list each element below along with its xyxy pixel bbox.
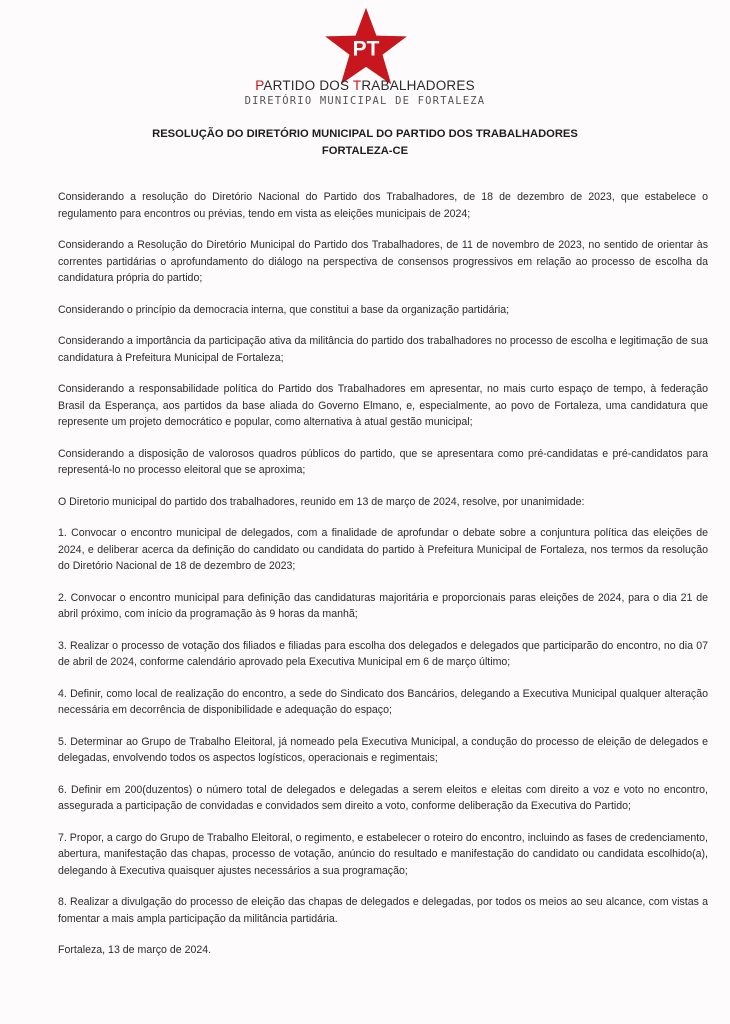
resolution-item: 1. Convocar o encontro municipal de delegados, com a finalidade de aprofundar o debate sobre a conjuntura política das eleições de 2024, e deliberar acerca da definição do candidato ou candidata do partido à Prefeitura Municipal de Fortaleza, nos termos da resolução do Diretório Nacional de 18 de dezembro de 2023; <box>58 527 708 572</box>
resolution-item: 8. Realizar a divulgação do processo de eleição das chapas de delegados e delegadas, por todos os meios ao seu alcance, com vistas a fomentar a mais ampla participação da militância partidária. <box>58 896 708 925</box>
party-name: PARTIDO DOS TRABALHADORES <box>255 78 475 93</box>
title-line-2: FORTALEZA-CE <box>321 145 409 157</box>
resolution-item: 6. Definir em 200(duzentos) o número total de delegados e delegadas a serem eleitos e eleitas com direito a voz e voto no encontro, assegurada a participação de convidadas e convidados sem direito a voto, conforme deliberação da Executiva do Partido; <box>58 783 708 812</box>
paragraph: Considerando a resolução do Diretório Nacional do Partido dos Trabalhadores, de 18 de dezembro de 2023, que estabelece o regulamento para encontros ou prévias, tendo em vista as eleições municipais de 2024; <box>58 191 708 220</box>
resolution-item: 2. Convocar o encontro municipal para definição das candidaturas majoritária e proporcionais paras eleições de 2024, para o dia 21 de abril próximo, com início da programação às 9 horas da manhã; <box>58 591 708 620</box>
paragraph: O Diretorio municipal do partido dos trabalhadores, reunido em 13 de março de 2024, resolve, por unanimidade: <box>58 495 585 508</box>
resolution-item: 4. Definir, como local de realização do encontro, a sede do Sindicato dos Bancários, delegando a Executiva Municipal qualquer alteração necessária em decorrência de disponibilidade e adequação do espaço; <box>58 687 708 716</box>
paragraph: Considerando a responsabilidade política do Partido dos Trabalhadores em apresentar, no mais curto espaço de tempo, à federação Brasil da Esperança, aos partidos da base aliada do Governo Elmano, e, especialmente, ao povo de Fortaleza, uma candidatura que represente um projeto democrático e popular, como alternativa à atual gestão municipal; <box>58 383 708 428</box>
signature-date: Fortaleza, 13 de março de 2024. <box>58 944 212 956</box>
resolution-item: 5. Determinar ao Grupo de Trabalho Eleitoral, já nomeado pela Executiva Municipal, a condução do processo de eleição de delegados e delegadas, envolvendo todos os aspectos logísticos, operacionais e regimentais; <box>58 735 708 764</box>
directory-name: DIRETÓRIO MUNICIPAL DE FORTALEZA <box>244 95 486 107</box>
title-line-1: RESOLUÇÃO DO DIRETÓRIO MUNICIPAL DO PARTIDO DOS TRABALHADORES <box>152 128 578 140</box>
paragraph: Considerando o princípio da democracia interna, que constitui a base da organização partidária; <box>58 303 510 316</box>
pt-star-logo <box>322 6 410 86</box>
document-body <box>58 189 708 974</box>
logo-text: PT <box>352 37 380 61</box>
resolution-item: 3. Realizar o processo de votação dos filiados e filiadas para escolha dos delegados e delegados que participarão do encontro, no dia 07 de abril de 2024, conforme calendário aprovado pela Executiva Municipal em 6 de março último; <box>58 639 708 668</box>
document-title <box>0 126 730 160</box>
resolution-item: 7. Propor, a cargo do Grupo de Trabalho Eleitoral, o regimento, e estabelecer o roteiro do encontro, incluindo as fases de credenciamento, abertura, manifestação das chapas, processo de votação, anúncio do resultado e manifestação do candidato ou candidata escolhido(a), delegando à Executiva quaisquer ajustes necessários a sua programação; <box>58 831 708 877</box>
star-icon <box>322 6 410 86</box>
paragraph: Considerando a importância da participação ativa da militância do partido dos trabalhadores no processo de escolha e legitimação de sua candidatura à Prefeitura Municipal de Fortaleza; <box>58 335 708 364</box>
paragraph: Considerando a Resolução do Diretório Municipal do Partido dos Trabalhadores, de 11 de novembro de 2023, no sentido de orientar às correntes partidárias o aprofundamento do diálogo na perspectiva de consensos progressivos em relação ao processo de escolha da candidatura própria do partido; <box>58 239 708 284</box>
paragraph: Considerando a disposição de valorosos quadros públicos do partido, que se apresentara como pré-candidatas e pré-candidatos para representá-lo no processo eleitoral que se aproxima; <box>58 447 708 476</box>
